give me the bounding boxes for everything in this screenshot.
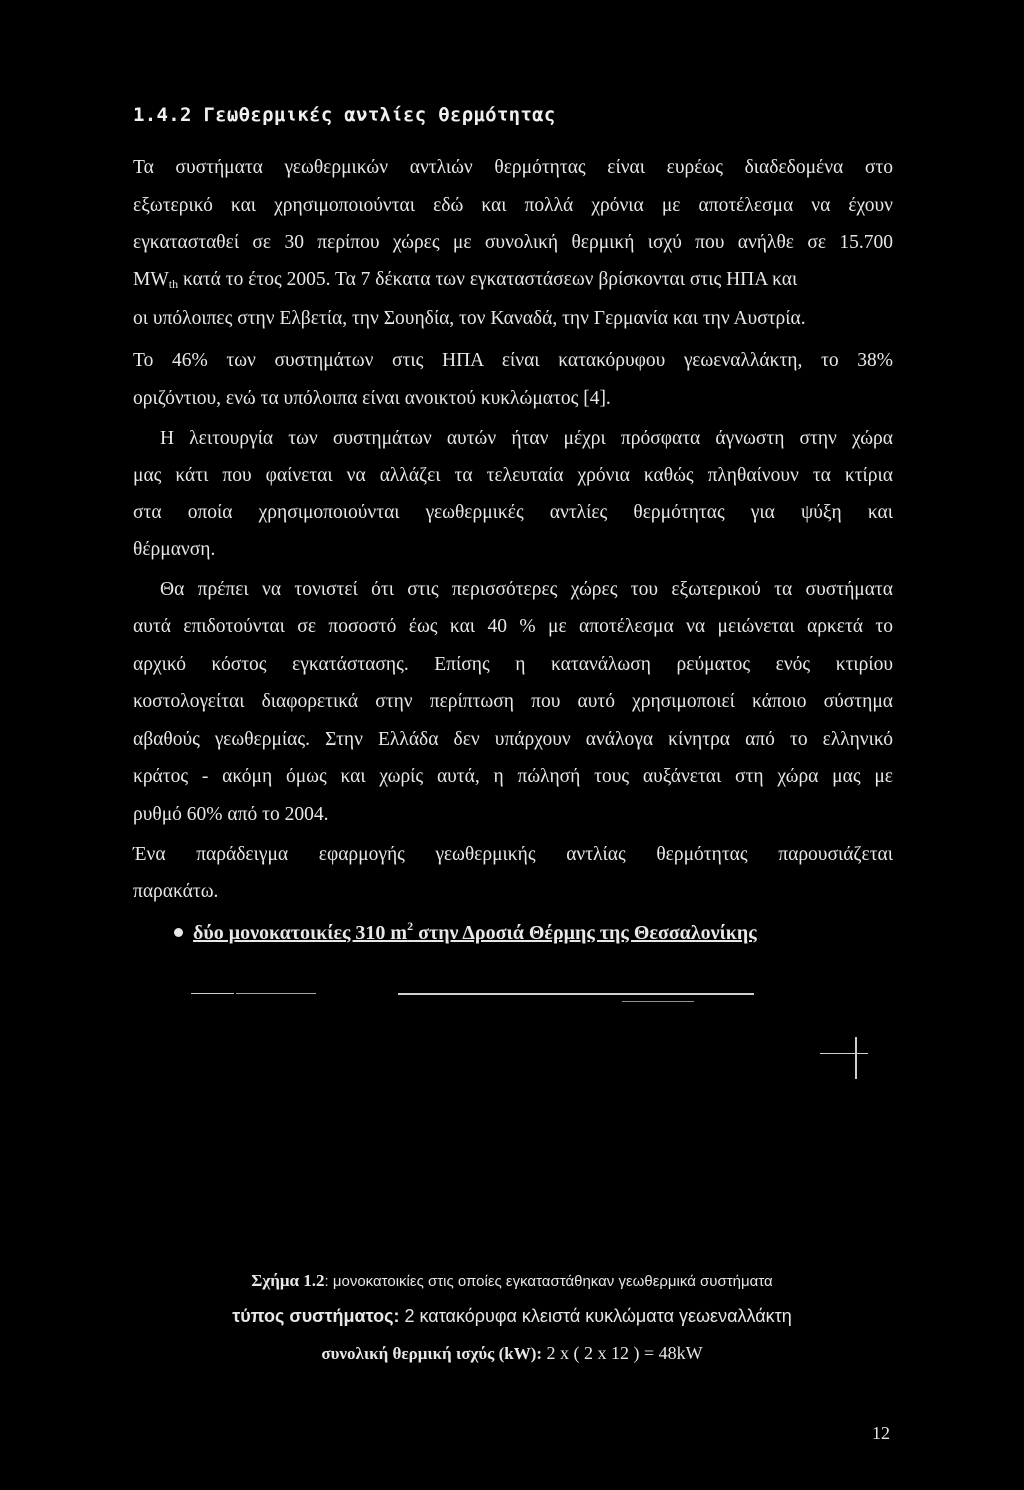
- figure-fragment: [820, 1053, 868, 1054]
- figure-fragment: [398, 993, 754, 995]
- paragraph-3-line-4: κοστολογείται διαφορετικά στην περίπτωση που αυτό χρησιμοποιεί κάποιο σύστημα: [133, 691, 893, 712]
- paragraph-1-line-5: οι υπόλοιπες στην Ελβετία, την Σουηδία, τον Καναδά, την Γερμανία και την Αυστρία.: [133, 308, 806, 329]
- system-type-line: τύπος συστήματος: 2 κατακόρυφα κλειστά κυκλώματα γεωεναλλάκτη: [232, 1306, 792, 1326]
- paragraph-4-line-2: παρακάτω.: [133, 881, 219, 902]
- bullet-icon: [174, 928, 183, 937]
- paragraph-1-line-6: Το 46% των συστημάτων στις ΗΠΑ είναι κατακόρυφου γεωεναλλάκτη, το 38%: [133, 350, 893, 371]
- paragraph-2-line-3: στα οποία χρησιμοποιούνται γεωθερμικές αντλίες θερμότητας για ψύξη και: [133, 502, 893, 523]
- total-power-line: συνολική θερμική ισχύς (kW): 2 x ( 2 x 12 ) = 48kW: [321, 1343, 703, 1363]
- paragraph-3-line-5: αβαθούς γεωθερμίας. Στην Ελλάδα δεν υπάρχουν ανάλογα κίνητρα από το ελληνικό: [133, 729, 893, 750]
- paragraph-1-line-2: εξωτερικό και χρησιμοποιούνται εδώ και πολλά χρόνια με αποτέλεσμα να έχουν: [133, 195, 893, 216]
- figure-fragment: [855, 1037, 857, 1079]
- paragraph-2-line-4: θέρμανση.: [133, 539, 216, 560]
- paragraph-2-line-2: μας κάτι που φαίνεται να αλλάζει τα τελευταία χρόνια καθώς πληθαίνουν τα κτίρια: [133, 465, 893, 486]
- figure-fragment: [236, 993, 316, 994]
- unit-mwth: $MW_{th}$ κατά το έτος 2005. Τα 7 δέκατα των εγκαταστάσεων βρίσκονται στις ΗΠΑ και: [133, 269, 798, 291]
- paragraph-1-line-3: εγκατασταθεί σε 30 περίπου χώρες με συνολική θερμική ισχύ που ανήλθε σε 15.700: [133, 232, 893, 253]
- paragraph-2-line-1: Η λειτουργία των συστημάτων αυτών ήταν μέχρι πρόσφατα άγνωστη στην χώρα: [160, 428, 893, 449]
- figure-fragment: [622, 1001, 694, 1002]
- paragraph-3-line-6: κράτος - ακόμη όμως και χωρίς αυτά, η πώλησή τους αυξάνεται στη χώρα μας με: [133, 766, 893, 787]
- paragraph-3-line-7: ρυθμό 60% από το 2004.: [133, 804, 329, 825]
- paragraph-1-line-4: [133, 270, 893, 290]
- paragraph-4-line-1: Ένα παράδειγμα εφαρμογής γεωθερμικής αντλίας θερμότητας παρουσιάζεται: [133, 844, 893, 865]
- bullet-item: δύο μονοκατοικίες 310 $m^2$ στην Δροσιά Θέρμης της Θεσσαλονίκης: [193, 919, 757, 944]
- paragraph-1-line-7: οριζόντιου, ενώ τα υπόλοιπα είναι ανοικτού κυκλώματος [4].: [133, 388, 611, 409]
- figure-fragment: [191, 993, 234, 994]
- paragraph-3-line-2: αυτά επιδοτούνται σε ποσοστό έως και 40 % με αποτέλεσμα να μειώνεται αρκετά το: [133, 616, 893, 637]
- paragraph-3-line-3: αρχικό κόστος εγκατάστασης. Επίσης η κατανάλωση ρεύματος ενός κτιρίου: [133, 654, 893, 675]
- figure-caption: Σχήμα 1.2: μονοκατοικίες στις οποίες εγκαταστάθηκαν γεωθερμικά συστήματα: [251, 1271, 773, 1290]
- page-number: 12: [872, 1423, 890, 1443]
- section-heading: 1.4.2 Γεωθερμικές αντλίες θερμότητας: [133, 104, 556, 126]
- paragraph-1-line-1: Τα συστήματα γεωθερμικών αντλιών θερμότητας είναι ευρέως διαδεδομένα στο: [133, 157, 893, 178]
- paragraph-3-line-1: Θα πρέπει να τονιστεί ότι στις περισσότερες χώρες του εξωτερικού τα συστήματα: [160, 579, 893, 600]
